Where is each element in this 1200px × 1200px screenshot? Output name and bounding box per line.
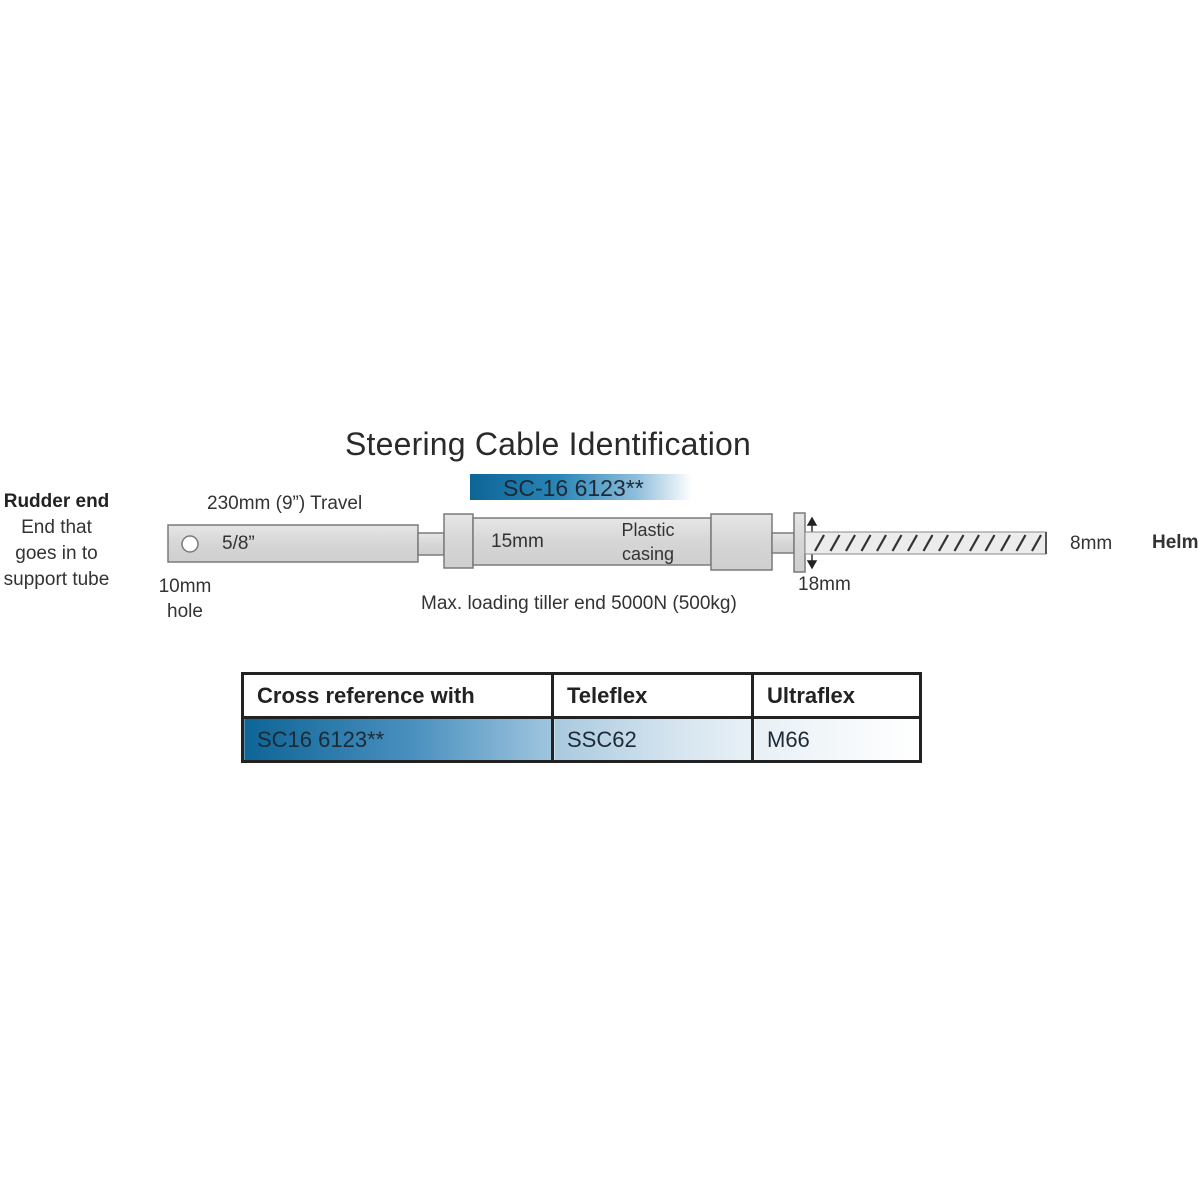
cell-ultraflex: M66 (753, 718, 921, 762)
travel-label: 230mm (9”) Travel (207, 493, 363, 514)
page-title: Steering Cable Identification (345, 426, 752, 462)
max-load-label: Max. loading tiller end 5000N (500kg) (421, 593, 737, 614)
rudder-end-title: Rudder end (3, 491, 110, 512)
helm-label: Helm (1152, 532, 1199, 553)
table-row (243, 718, 921, 762)
table-header-row (243, 674, 921, 718)
rod-link (418, 533, 444, 555)
flange-18mm (794, 513, 805, 572)
tube-size-label: 15mm (491, 531, 544, 552)
rudder-end-desc-2: goes in to (15, 543, 98, 564)
rod-size-label: 5/8” (222, 533, 255, 554)
collar-left (444, 514, 473, 568)
rudder-end-desc-3: support tube (3, 569, 110, 590)
rudder-end-label-block (0, 489, 113, 593)
flange-size-label: 18mm (798, 574, 851, 595)
helical-core (805, 532, 1046, 554)
eye-hole (182, 536, 198, 552)
casing-link (772, 533, 794, 553)
rudder-end-desc-1: End that (21, 517, 92, 538)
cell-sc16: SC16 6123** (243, 718, 553, 762)
casing-label-2: casing (621, 544, 675, 564)
hole-label-1: 10mm (158, 576, 212, 597)
header-cross-reference: Cross reference with (243, 674, 553, 718)
plastic-casing (711, 514, 772, 570)
cross-reference-table (241, 672, 922, 763)
core-size-label: 8mm (1070, 533, 1113, 554)
rod-eye-end (168, 525, 418, 562)
header-teleflex: Teleflex (553, 674, 753, 718)
casing-label-1: Plastic (621, 520, 675, 540)
header-ultraflex: Ultraflex (753, 674, 921, 718)
part-number: SC-16 6123** (503, 475, 644, 501)
hole-label-2: hole (167, 601, 203, 622)
cell-teleflex: SSC62 (553, 718, 753, 762)
